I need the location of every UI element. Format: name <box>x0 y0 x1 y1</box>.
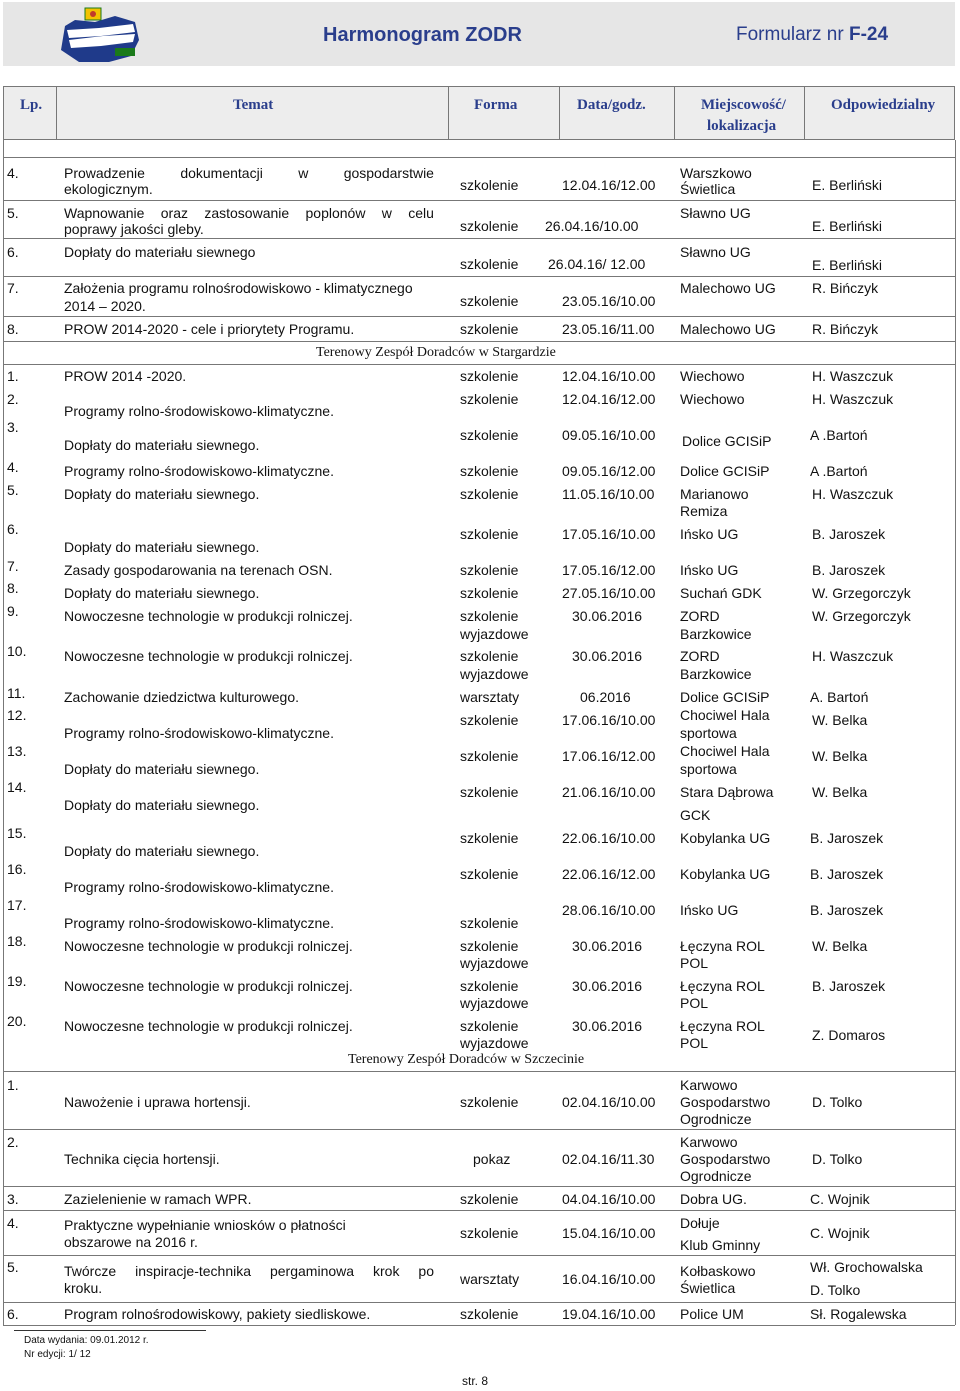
row-topic: Prowadzenie dokumentacji w gospodarstwie <box>64 165 434 181</box>
col-lokalizacja: lokalizacja <box>707 118 777 134</box>
row-responsible: E. Berliński <box>812 177 883 193</box>
zodr-logo <box>55 6 143 64</box>
col-temat: Temat <box>233 97 274 113</box>
issue-date: Data wydania: 09.01.2012 r. <box>24 1335 149 1346</box>
form-number: Formularz nr F-24 <box>736 24 889 45</box>
page-number: str. 8 <box>462 1374 489 1388</box>
section-heading-stargard: Terenowy Zespół Doradców w Stargardzie <box>316 345 556 360</box>
row-topic: Twórcze inspiracje-technika pergaminowa krok po <box>64 1263 434 1279</box>
col-data: Data/godz. <box>577 97 646 113</box>
page-header <box>3 2 955 66</box>
col-lp: Lp. <box>20 97 43 113</box>
table-header <box>3 86 955 140</box>
row-place: Warszkowo <box>680 165 752 181</box>
edition-number: Nr edycji: 1/ 12 <box>24 1349 91 1360</box>
row-forma: szkolenie <box>460 177 519 193</box>
row-topic: Wapnowanie oraz zastosowanie poplonów w celu <box>64 205 434 221</box>
row-date: 12.04.16/12.00 <box>562 177 656 193</box>
col-miejsce: Miejscowość/ <box>701 97 786 113</box>
section-heading-szczecin: Terenowy Zespół Doradców w Szczecinie <box>348 1052 585 1067</box>
col-odpowiedzialny: Odpowiedzialny <box>831 97 936 113</box>
row-lp: 4. <box>7 165 19 181</box>
document-title: Harmonogram ZODR <box>323 24 522 46</box>
col-forma: Forma <box>474 97 518 113</box>
